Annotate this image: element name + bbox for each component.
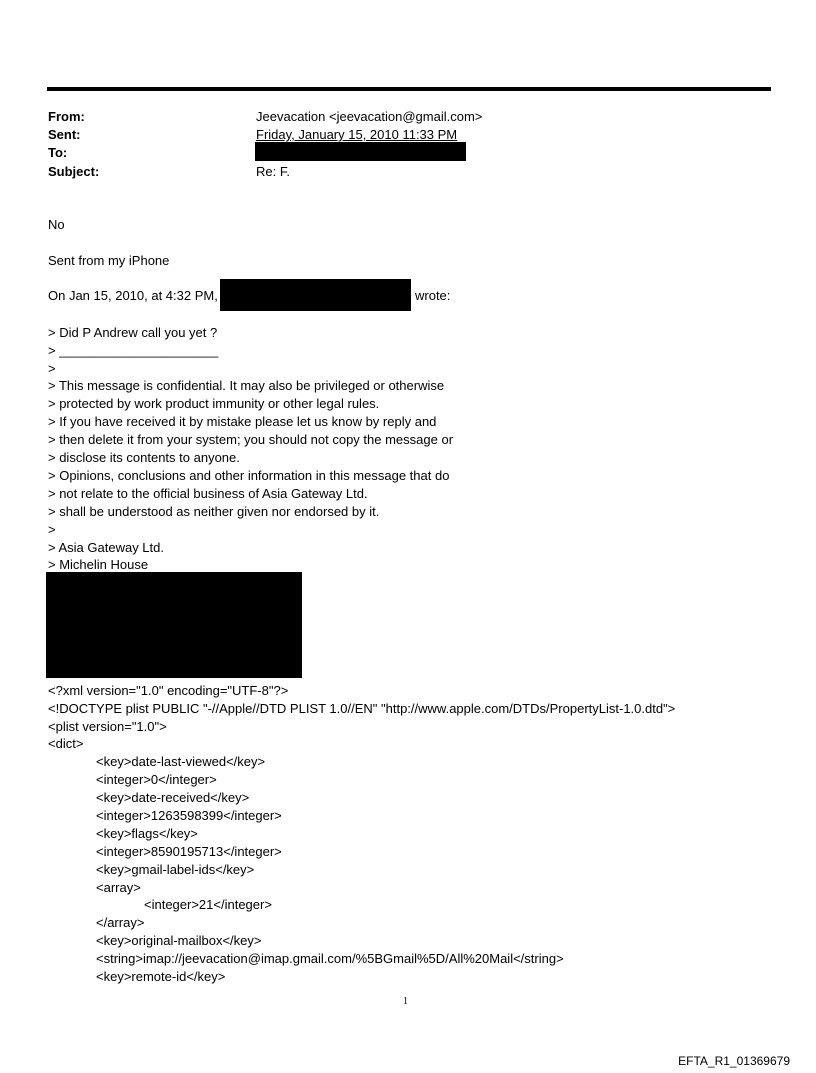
- xml-line: <key>date-last-viewed</key>: [96, 754, 266, 769]
- address-redaction: [46, 572, 302, 678]
- xml-line: </array>: [96, 915, 145, 930]
- quoted-line: > disclose its contents to anyone.: [48, 450, 240, 465]
- from-label: From:: [48, 109, 85, 124]
- quoted-line: > Opinions, conclusions and other information in this message that do: [48, 468, 450, 483]
- quoted-line: > shall be understood as neither given nor endorsed by it.: [48, 504, 380, 519]
- subject-label: Subject:: [48, 164, 100, 179]
- xml-line: <integer>1263598399</integer>: [96, 808, 282, 823]
- quoted-line: > This message is confidential. It may also be privileged or otherwise: [48, 378, 445, 393]
- xml-line: <?xml version="1.0" encoding="UTF-8"?>: [48, 683, 289, 698]
- xml-line: <integer>21</integer>: [144, 897, 272, 912]
- signature-text: Sent from my iPhone: [48, 253, 170, 268]
- reply-text: No: [48, 217, 65, 232]
- xml-line: <key>flags</key>: [96, 826, 198, 841]
- quoted-line: > If you have received it by mistake please let us know by reply and: [48, 414, 437, 429]
- xml-line: <integer>8590195713</integer>: [96, 844, 282, 859]
- from-value: Jeevacation <jeevacation@gmail.com>: [256, 109, 483, 124]
- xml-line: <key>gmail-label-ids</key>: [96, 862, 255, 877]
- page-number: 1: [403, 996, 408, 1007]
- quoted-line: > ______________________: [48, 343, 219, 358]
- xml-line: <array>: [96, 880, 141, 895]
- xml-line: <key>original-mailbox</key>: [96, 933, 262, 948]
- quote-intro-prefix: On Jan 15, 2010, at 4:32 PM,: [48, 288, 218, 303]
- quoted-line: > Asia Gateway Ltd.: [48, 540, 164, 555]
- xml-line: <dict>: [48, 736, 84, 751]
- quoted-line: > Did P Andrew call you yet ?: [48, 325, 218, 340]
- quoted-line: > then delete it from your system; you should not copy the message or: [48, 432, 454, 447]
- quoted-line: >: [48, 522, 56, 537]
- xml-line: <integer>0</integer>: [96, 772, 217, 787]
- xml-line: <!DOCTYPE plist PUBLIC "-//Apple//DTD PLIST 1.0//EN" "http://www.apple.com/DTDs/PropertyList-1.0.dtd">: [48, 701, 676, 716]
- quote-intro-suffix: wrote:: [415, 288, 451, 303]
- sender-redaction: [220, 279, 411, 311]
- xml-line: <plist version="1.0">: [48, 719, 167, 734]
- quoted-line: > Michelin House: [48, 557, 149, 572]
- header-rule: [47, 87, 771, 91]
- to-label: To:: [48, 145, 68, 160]
- bates-number: EFTA_R1_01369679: [678, 1054, 790, 1068]
- quoted-line: > protected by work product immunity or other legal rules.: [48, 396, 380, 411]
- xml-line: <key>date-received</key>: [96, 790, 250, 805]
- sent-label: Sent:: [48, 127, 81, 142]
- quoted-line: > not relate to the official business of Asia Gateway Ltd.: [48, 486, 368, 501]
- xml-line: <key>remote-id</key>: [96, 969, 226, 984]
- to-redaction: [255, 142, 466, 161]
- sent-value: Friday, January 15, 2010 11:33 PM: [256, 127, 458, 142]
- quoted-line: >: [48, 361, 56, 376]
- xml-line: <string>imap://jeevacation@imap.gmail.com/%5BGmail%5D/All%20Mail</string>: [96, 951, 564, 966]
- subject-value: Re: F.: [256, 164, 290, 179]
